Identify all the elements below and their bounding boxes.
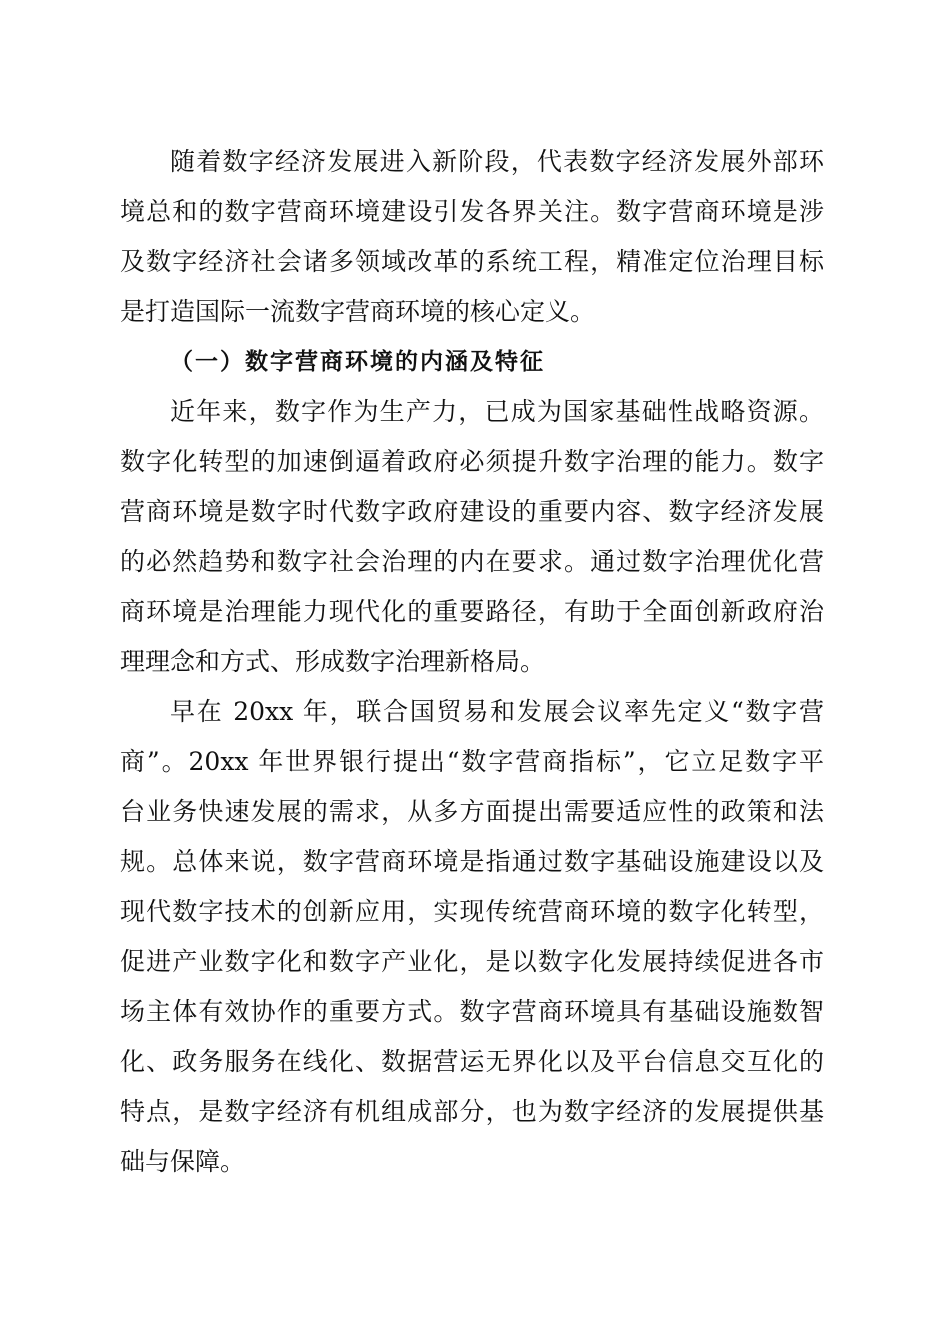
paragraph-3-line-10: 础与保障。 bbox=[120, 1147, 246, 1176]
paragraph-1-line-4: 是打造国际一流数字营商环境的核心定义。 bbox=[120, 297, 596, 326]
paragraph-3-line-7: 场主体有效协作的重要方式。数字营商环境具有基础设施数智 bbox=[120, 997, 824, 1026]
paragraph-3-line-5: 现代数字技术的创新应用，实现传统营商环境的数字化转型， bbox=[120, 897, 824, 926]
paragraph-3-line-8: 化、政务服务在线化、数据营运无界化以及平台信息交互化的 bbox=[120, 1047, 824, 1076]
paragraph-1-line-1: 随着数字经济发展进入新阶段，代表数字经济发展外部环 bbox=[170, 147, 824, 176]
paragraph-2-line-4: 的必然趋势和数字社会治理的内在要求。通过数字治理优化营 bbox=[120, 547, 824, 576]
paragraph-3-line-6: 促进产业数字化和数字产业化，是以数字化发展持续促进各市 bbox=[120, 947, 824, 976]
paragraph-2-line-6: 理理念和方式、形成数字治理新格局。 bbox=[120, 647, 546, 676]
paragraph-3-line-3: 台业务快速发展的需求，从多方面提出需要适应性的政策和法 bbox=[120, 797, 824, 826]
paragraph-2-line-2: 数字化转型的加速倒逼着政府必须提升数字治理的能力。数字 bbox=[120, 447, 824, 476]
paragraph-1-line-3: 及数字经济社会诸多领域改革的系统工程，精准定位治理目标 bbox=[120, 247, 824, 276]
section-heading: （一）数字营商环境的内涵及特征 bbox=[170, 348, 545, 375]
paragraph-2-line-1: 近年来，数字作为生产力，已成为国家基础性战略资源。 bbox=[170, 397, 824, 426]
paragraph-3-line-9: 特点，是数字经济有机组成部分，也为数字经济的发展提供基 bbox=[120, 1097, 824, 1126]
paragraph-1-line-2: 境总和的数字营商环境建设引发各界关注。数字营商环境是涉 bbox=[120, 197, 824, 226]
paragraph-2-line-3: 营商环境是数字时代数字政府建设的重要内容、数字经济发展 bbox=[120, 497, 824, 526]
paragraph-3-line-4: 规。总体来说，数字营商环境是指通过数字基础设施建设以及 bbox=[120, 847, 824, 876]
paragraph-3-line-1: 早在 20xx 年，联合国贸易和发展会议率先定义“数字营 bbox=[170, 697, 824, 726]
paragraph-2-line-5: 商环境是治理能力现代化的重要路径，有助于全面创新政府治 bbox=[120, 597, 824, 626]
paragraph-3-line-2: 商”。20xx 年世界银行提出“数字营商指标”，它立足数字平 bbox=[120, 747, 824, 776]
